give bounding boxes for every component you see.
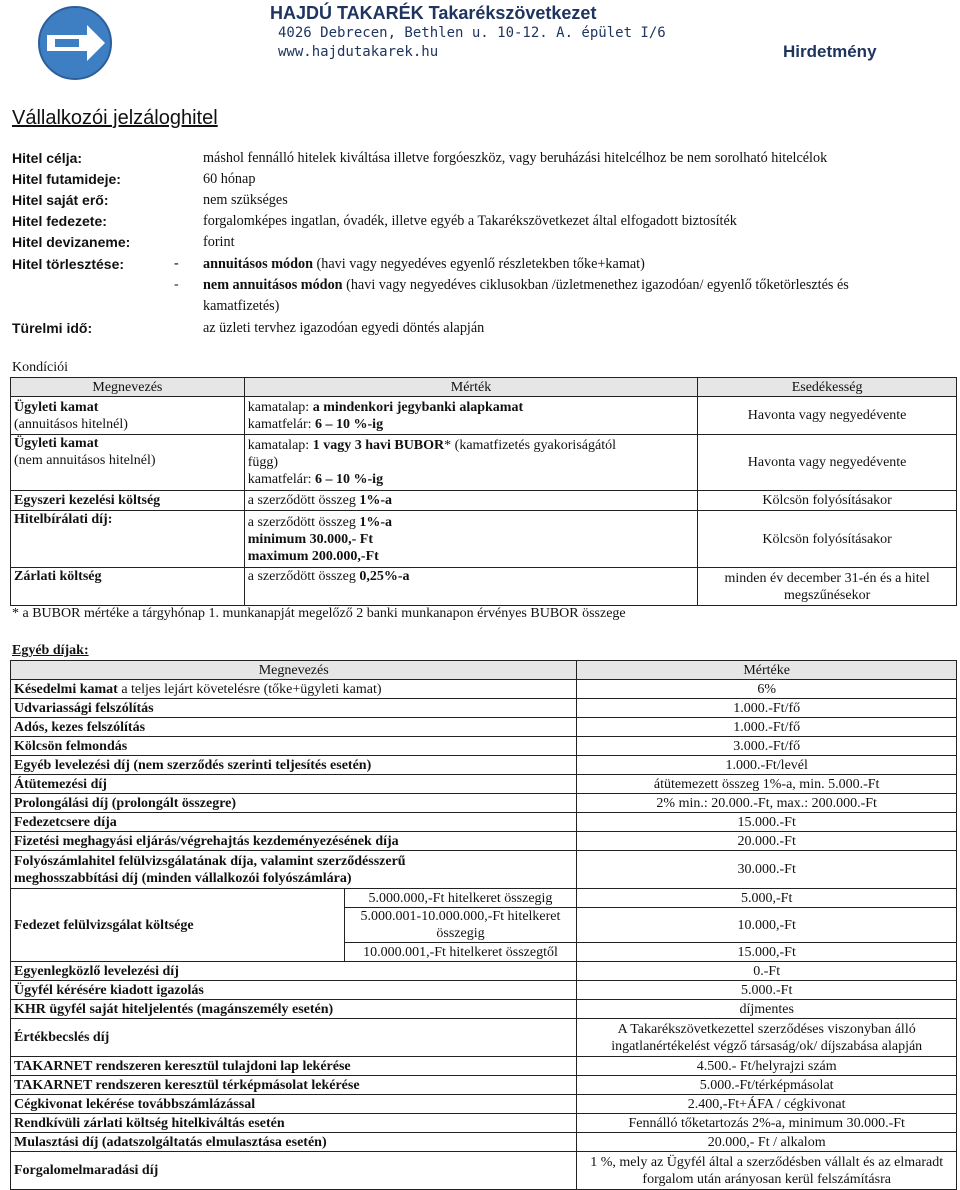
table-row — [11, 397, 957, 435]
fee-name: Egyéb levelezési díj (nem szerződés szerinti teljesítés esetén) — [11, 756, 577, 775]
cond-r3-pre: a szerződött összeg — [247, 493, 360, 508]
fee-name: Fizetési meghagyási eljárás/végrehajtás kezdeményezésének díja — [11, 832, 577, 851]
fee-name: Ügyfél kérésére kiadott igazolás — [11, 981, 577, 1000]
fee-late-interest-rest: a teljes lejárt követelésre (tőke+ügyleti kamat) — [117, 681, 382, 697]
repayment-option-1 — [203, 256, 645, 273]
fee-value: 2% min.: 20.000.-Ft, max.: 200.000.-Ft — [577, 794, 957, 813]
fee-value: 0.-Ft — [577, 962, 957, 981]
table-row — [11, 889, 957, 908]
fee-collateral-range: 10.000.001,-Ft hitelkeret összegtől — [344, 943, 577, 962]
table-row — [11, 775, 957, 794]
cond-r2-m1-rest: * (kamatfizetés gyakoriságától — [444, 438, 616, 453]
table-row — [11, 1114, 957, 1133]
info-value-collateral: forgalomképes ingatlan, óvadék, illetve egyéb a Takarékszövetkezet által elfogadott biztosíték — [203, 213, 737, 229]
cond-r2-m1-pre: kamatalap: — [247, 438, 313, 453]
fee-name: TAKARNET rendszeren keresztül térképmásolat lekérése — [11, 1076, 577, 1095]
fee-late-interest-bold: Késedelmi kamat — [14, 681, 118, 697]
fee-overdraft-name-1: Folyószámlahitel felülvizsgálatának díja, valamint szerződésszerű — [14, 853, 406, 869]
info-label-currency: Hitel devizaneme: — [12, 234, 131, 250]
cond-r1-m2-bold: 6 – 10 %-ig — [315, 416, 384, 432]
table-row — [11, 1000, 957, 1019]
fee-value: 20.000,- Ft / alkalom — [577, 1133, 957, 1152]
cond-r1-due: Havonta vagy negyedévente — [698, 397, 957, 435]
info-value-currency: forint — [203, 234, 235, 250]
info-label-own-funds: Hitel saját erő: — [12, 192, 109, 208]
cond-r3-due: Kölcsön folyósításakor — [698, 491, 957, 511]
table-row — [11, 832, 957, 851]
cond-r2-name: Ügyleti kamat — [14, 436, 99, 451]
fees-header-name: Megnevezés — [11, 661, 577, 680]
cond-r4-bold: 1%-a — [359, 514, 393, 530]
fee-value: 1.000.-Ft/fő — [577, 699, 957, 718]
fee-value: 20.000.-Ft — [577, 832, 957, 851]
conditions-header-due: Esedékesség — [698, 378, 957, 397]
table-row — [11, 511, 957, 568]
fee-collateral-review-name: Fedezet felülvizsgálat költsége — [11, 889, 345, 962]
table-row — [11, 756, 957, 775]
company-website[interactable]: www.hajdutakarek.hu — [278, 44, 439, 60]
cond-r4-due: Kölcsön folyósításakor — [698, 511, 957, 568]
fee-value: 1.000.-Ft/levél — [577, 756, 957, 775]
fee-name: Kölcsön felmondás — [11, 737, 577, 756]
cond-r1-m1-bold: a mindenkori jegybanki alapkamat — [312, 399, 524, 415]
repayment-option-2-bold: nem annuitásos módon — [203, 277, 343, 293]
fee-overdraft-name-2: meghosszabbítási díj (minden vállalkozói folyószámlára) — [14, 870, 352, 886]
fee-overdraft-value: 30.000.-Ft — [577, 851, 957, 889]
fee-value: 4.500.- Ft/helyrajzi szám — [577, 1057, 957, 1076]
info-value-purpose: máshol fennálló hitelek kiváltása illetve forgóeszköz, vagy beruházási hitelcélhoz be nem sorolható hitelcélok — [203, 150, 828, 166]
info-label-grace: Türelmi idő: — [12, 320, 93, 336]
repayment-option-1-bold: annuitásos módon — [203, 256, 313, 272]
table-row — [11, 718, 957, 737]
fee-name: Udvariassági felszólítás — [11, 699, 577, 718]
cond-r3-bold: 1%-a — [359, 493, 393, 508]
fee-value: 15.000.-Ft — [577, 813, 957, 832]
page-title: Vállalkozói jelzáloghitel — [12, 107, 218, 129]
company-logo — [37, 5, 113, 81]
info-value-grace: az üzleti tervhez igazodóan egyedi döntés alapján — [203, 320, 485, 336]
repayment-dash-1: - — [174, 256, 179, 271]
fee-valuation-name: Értékbecslés díj — [11, 1019, 577, 1057]
fee-name: Egyenlegközlő levelezési díj — [11, 962, 577, 981]
repayment-option-2-rest: (havi vagy negyedéves ciklusokban /üzletmenethez igazodóan/ egyenlő tőketörlesztés és — [342, 277, 849, 293]
fee-turnover-value-1: 1 %, mely az Ügyfél által a szerződésben vállalt és az elmaradt — [590, 1154, 944, 1170]
cond-r3-name: Egyszeri kezelési költség — [11, 491, 245, 511]
table-row — [11, 1133, 957, 1152]
table-row — [11, 813, 957, 832]
fee-value: 5.000.-Ft — [577, 981, 957, 1000]
company-name: HAJDÚ TAKARÉK Takarékszövetkezet — [270, 3, 597, 23]
conditions-table — [10, 377, 957, 606]
fee-collateral-range: 5.000.001-10.000.000,-Ft hitelkeret összegig — [344, 908, 577, 943]
fee-collateral-range: 5.000.000,-Ft hitelkeret összegig — [344, 889, 577, 908]
info-label-collateral: Hitel fedezete: — [12, 213, 107, 229]
table-row — [11, 962, 957, 981]
cond-r5-due-2: megszűnésekor — [783, 587, 871, 603]
fee-name: Prolongálási díj (prolongált összegre) — [11, 794, 577, 813]
fee-late-interest-value: 6% — [577, 680, 957, 699]
table-row — [11, 1019, 957, 1057]
conditions-heading: Kondíciói — [12, 360, 68, 375]
table-row — [11, 680, 957, 699]
cond-r4-max: maximum 200.000,-Ft — [247, 548, 379, 564]
fee-valuation-value-2: ingatlanértékelést végző társaság/ok/ díjszabása alapján — [611, 1038, 923, 1054]
cond-r1-sub: (annuitásos hitelnél) — [14, 416, 128, 432]
table-row — [11, 981, 957, 1000]
fee-name: Adós, kezes felszólítás — [11, 718, 577, 737]
fee-valuation-value-1: A Takarékszövetkezettel szerződéses viszonyban álló — [617, 1021, 916, 1037]
conditions-header-rate: Mérték — [244, 378, 697, 397]
table-row — [11, 1057, 957, 1076]
repayment-dash-2: - — [174, 277, 179, 292]
fee-name: Fedezetcsere díja — [11, 813, 577, 832]
cond-r2-sub: (nem annuitásos hitelnél) — [14, 453, 156, 468]
cond-r2-due: Havonta vagy negyedévente — [698, 435, 957, 491]
fee-value: díjmentes — [577, 1000, 957, 1019]
cond-r2-m3-pre: kamatfelár: — [247, 472, 316, 487]
fee-value: átütemezett összeg 1%-a, min. 5.000.-Ft — [577, 775, 957, 794]
cond-r1-name: Ügyleti kamat — [14, 399, 99, 415]
fee-collateral-value: 5.000,-Ft — [577, 889, 957, 908]
repayment-option-2-cont: kamatfizetés) — [203, 298, 280, 314]
fee-collateral-value: 10.000,-Ft — [577, 908, 957, 943]
document-tag: Hirdetmény — [783, 42, 877, 61]
cond-r1-m2-pre: kamatfelár: — [247, 416, 316, 432]
cond-r2-m2: függ) — [247, 455, 279, 470]
table-row — [11, 491, 957, 511]
bubor-footnote: * a BUBOR mértéke a tárgyhónap 1. munkanapját megelőző 2 banki munkanapon érvényes BUBOR összege — [12, 606, 626, 621]
info-value-own-funds: nem szükséges — [203, 192, 288, 208]
table-row — [11, 1076, 957, 1095]
fee-name: Mulasztási díj (adatszolgáltatás elmulasztása esetén) — [11, 1133, 577, 1152]
table-row — [11, 1152, 957, 1190]
fee-name: Cégkivonat lekérése továbbszámlázással — [11, 1095, 577, 1114]
fee-name: Rendkívüli zárlati költség hitelkiváltás esetén — [11, 1114, 577, 1133]
cond-r4-min: minimum 30.000,- Ft — [247, 531, 373, 547]
other-fees-heading: Egyéb díjak: — [12, 643, 89, 658]
fee-value: 3.000.-Ft/fő — [577, 737, 957, 756]
table-row — [11, 1095, 957, 1114]
fee-value: 5.000.-Ft/térképmásolat — [577, 1076, 957, 1095]
table-row — [11, 699, 957, 718]
fee-name: TAKARNET rendszeren keresztül tulajdoni lap lekérése — [11, 1057, 577, 1076]
repayment-option-2 — [203, 277, 849, 294]
cond-r5-bold: 0,25%-a — [359, 569, 410, 584]
cond-r1-m1-pre: kamatalap: — [247, 399, 313, 415]
fee-collateral-value: 15.000,-Ft — [577, 943, 957, 962]
other-fees-table — [10, 660, 957, 1190]
fee-turnover-shortfall-name: Forgalomelmaradási díj — [11, 1152, 577, 1190]
info-label-repayment: Hitel törlesztése: — [12, 256, 125, 272]
cond-r4-pre: a szerződött összeg — [247, 514, 360, 530]
fees-header-value: Mértéke — [577, 661, 957, 680]
table-row — [11, 851, 957, 889]
fee-name: KHR ügyfél saját hiteljelentés (magánszemély esetén) — [11, 1000, 577, 1019]
table-row — [11, 794, 957, 813]
repayment-option-1-rest: (havi vagy negyedéves egyenlő részletekben tőke+kamat) — [313, 256, 645, 272]
info-label-term: Hitel futamideje: — [12, 171, 121, 187]
cond-r5-pre: a szerződött összeg — [247, 569, 360, 584]
fee-name: Átütemezési díj — [11, 775, 577, 794]
table-row — [11, 568, 957, 606]
table-row — [11, 435, 957, 491]
cond-r2-m3-bold: 6 – 10 %-ig — [315, 472, 384, 487]
fee-turnover-value-2: forgalom után arányosan kerül felszámításra — [642, 1171, 891, 1187]
info-value-term: 60 hónap — [203, 171, 256, 187]
info-label-purpose: Hitel célja: — [12, 150, 83, 166]
cond-r2-m1-bold: 1 vagy 3 havi BUBOR — [312, 438, 445, 453]
cond-r4-name: Hitelbírálati díj: — [11, 511, 245, 568]
fee-value: 2.400,-Ft+ÁFA / cégkivonat — [577, 1095, 957, 1114]
cond-r5-due-1: minden év december 31-én és a hitel — [724, 570, 930, 586]
fee-value: 1.000.-Ft/fő — [577, 718, 957, 737]
conditions-header-name: Megnevezés — [11, 378, 245, 397]
fee-value: Fennálló tőketartozás 2%-a, minimum 30.000.-Ft — [577, 1114, 957, 1133]
company-address: 4026 Debrecen, Bethlen u. 10-12. A. épület I/6 — [278, 25, 666, 41]
cond-r5-name: Zárlati költség — [11, 568, 245, 606]
table-row — [11, 737, 957, 756]
